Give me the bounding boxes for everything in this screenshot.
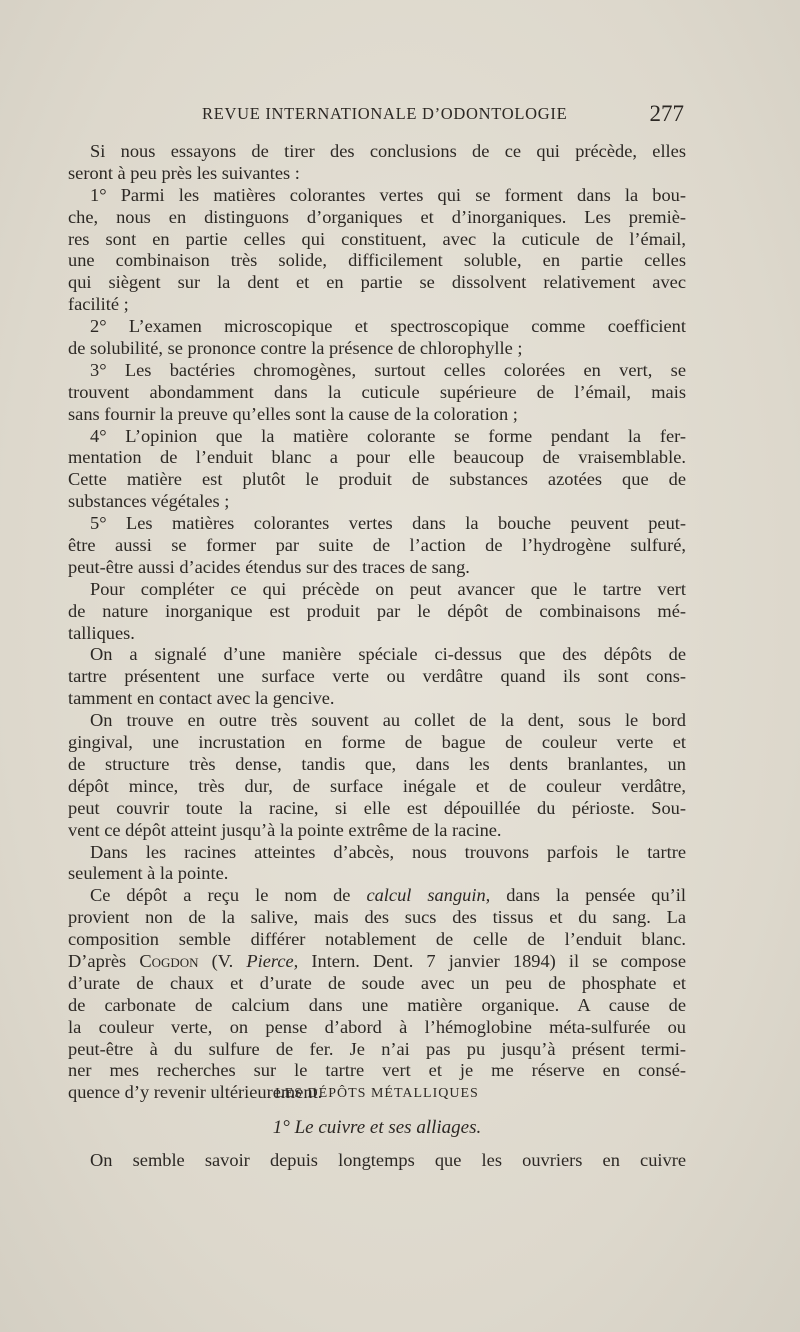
text-line: gingival, une incrustation en forme de bague de couleur verte et [68, 732, 686, 753]
text-line: res sont en partie celles qui constituent, avec la cuticule de l’émail, [68, 228, 686, 249]
text-line: substances végétales ; [68, 491, 230, 512]
text-line: sans fournir la preuve qu’elles sont la cause de la coloration ; [68, 403, 518, 424]
text-fragment: Ce dépôt a reçu le nom de [90, 885, 367, 906]
text-line: On semble savoir depuis longtemps que les ouvriers en cuivre [90, 1150, 686, 1170]
text-line: d’urate de chaux et d’urate de soude avec un peu de phosphate et [68, 972, 686, 993]
text-line: mentation de l’enduit blanc a pour elle beaucoup de vraisemblable. [68, 447, 686, 468]
text-line: 4° L’opinion que la matière colorante se forme pendant la fer- [90, 425, 686, 446]
page-header [68, 101, 686, 131]
text-line: ner mes recherches sur le tartre vert et je me réserve en consé- [68, 1060, 686, 1081]
text-line: de structure très dense, tandis que, dans les dents branlantes, un [68, 753, 686, 774]
text-line: de solubilité, se prononce contre la présence de chlorophylle ; [68, 338, 523, 359]
text-line: être aussi se former par suite de l’action de l’hydrogène sulfuré, [68, 535, 686, 556]
italic-author: Pierce, [246, 950, 299, 971]
text-line: trouvent abondamment dans la cuticule supérieure de l’émail, mais [68, 381, 686, 402]
text-line: 1° Parmi les matières colorantes vertes qui se forment dans la bou- [90, 184, 686, 205]
text-line: 3° Les bactéries chromogènes, surtout celles colorées en vert, se [90, 359, 686, 380]
text-line: Cette matière est plutôt le produit de substances azotées que de [68, 469, 686, 490]
text-line: composition semble différer notablement de celle de l’enduit blanc. [68, 929, 686, 950]
text-fragment: D’après [68, 950, 140, 971]
text-line: dépôt mince, très dur, de surface inégale et de couleur verdâtre, [68, 775, 686, 796]
text-line: peut-être à du sulfure de fer. Je n’ai pas pu jusqu’à présent termi- [68, 1038, 686, 1059]
text-line: 2° L’examen microscopique et spectroscopique comme coefficient [90, 316, 686, 337]
author-name: Cogdon [139, 950, 199, 971]
running-title: REVUE INTERNATIONALE D’ODONTOLOGIE [202, 104, 568, 123]
text-line: peut couvrir toute la racine, si elle est dépouillée du périoste. Sou- [68, 797, 686, 818]
text-line: qui siègent sur la dent et en partie se dissolvent relativement avec [68, 272, 686, 293]
text-line: vent ce dépôt atteint jusqu’à la pointe extrême de la racine. [68, 819, 502, 840]
final-text [68, 1150, 686, 1172]
text-line: talliques. [68, 622, 135, 643]
text-line: une combinaison très solide, difficilement soluble, en partie celles [68, 250, 686, 271]
text-line: che, nous en distinguons d’organiques et d’inorganiques. Les premiè- [68, 206, 686, 227]
text-line: 5° Les matières colorantes vertes dans la bouche peuvent peut- [90, 513, 686, 534]
text-line: de carbonate de calcium dans une matière organique. A cause de [68, 994, 686, 1015]
text-line: la couleur verte, on pense d’abord à l’hémoglobine méta-sulfurée ou [68, 1016, 686, 1037]
text-line: provient non de la salive, mais des sucs des tissus et du sang. La [68, 907, 686, 928]
page-number: 277 [649, 101, 684, 126]
section-heading: LES DÉPÔTS MÉTALLIQUES [275, 1086, 479, 1101]
text-line: tamment en contact avec la gencive. [68, 688, 335, 709]
text-line: peut-être aussi d’acides étendus sur des traces de sang. [68, 556, 470, 577]
text-line: de nature inorganique est produit par le dépôt de combinaisons mé- [68, 600, 686, 621]
text-line [68, 951, 686, 973]
italic-term: calcul sanguin, [366, 885, 491, 906]
text-line: Si nous essayons de tirer des conclusions de ce qui précède, elles [90, 141, 686, 161]
body-text [68, 141, 686, 1104]
text-line: Pour compléter ce qui précède on peut avancer que le tartre vert [90, 578, 686, 599]
subheading: 1° Le cuivre et ses alliages. [272, 1117, 482, 1138]
text-line: facilité ; [68, 294, 129, 315]
text-line: quence d’y revenir ultérieurement. [68, 1082, 323, 1103]
text-line: On a signalé d’une manière spéciale ci-dessus que des dépôts de [90, 644, 686, 665]
text-line: tartre présentent une surface verte ou verdâtre quand ils sont cons- [68, 666, 686, 687]
text-line: seront à peu près les suivantes : [68, 162, 300, 183]
text-fragment: Intern. Dent. 7 janvier 1894) il se compose [298, 950, 687, 971]
text-fragment: (V. [198, 950, 247, 971]
text-line [68, 885, 686, 907]
text-line: seulement à la pointe. [68, 863, 229, 884]
text-line: On trouve en outre très souvent au collet de la dent, sous le bord [90, 710, 686, 731]
text-line: Dans les racines atteintes d’abcès, nous trouvons parfois le tartre [90, 841, 686, 862]
text-fragment: dans la pensée qu’il [490, 885, 686, 906]
